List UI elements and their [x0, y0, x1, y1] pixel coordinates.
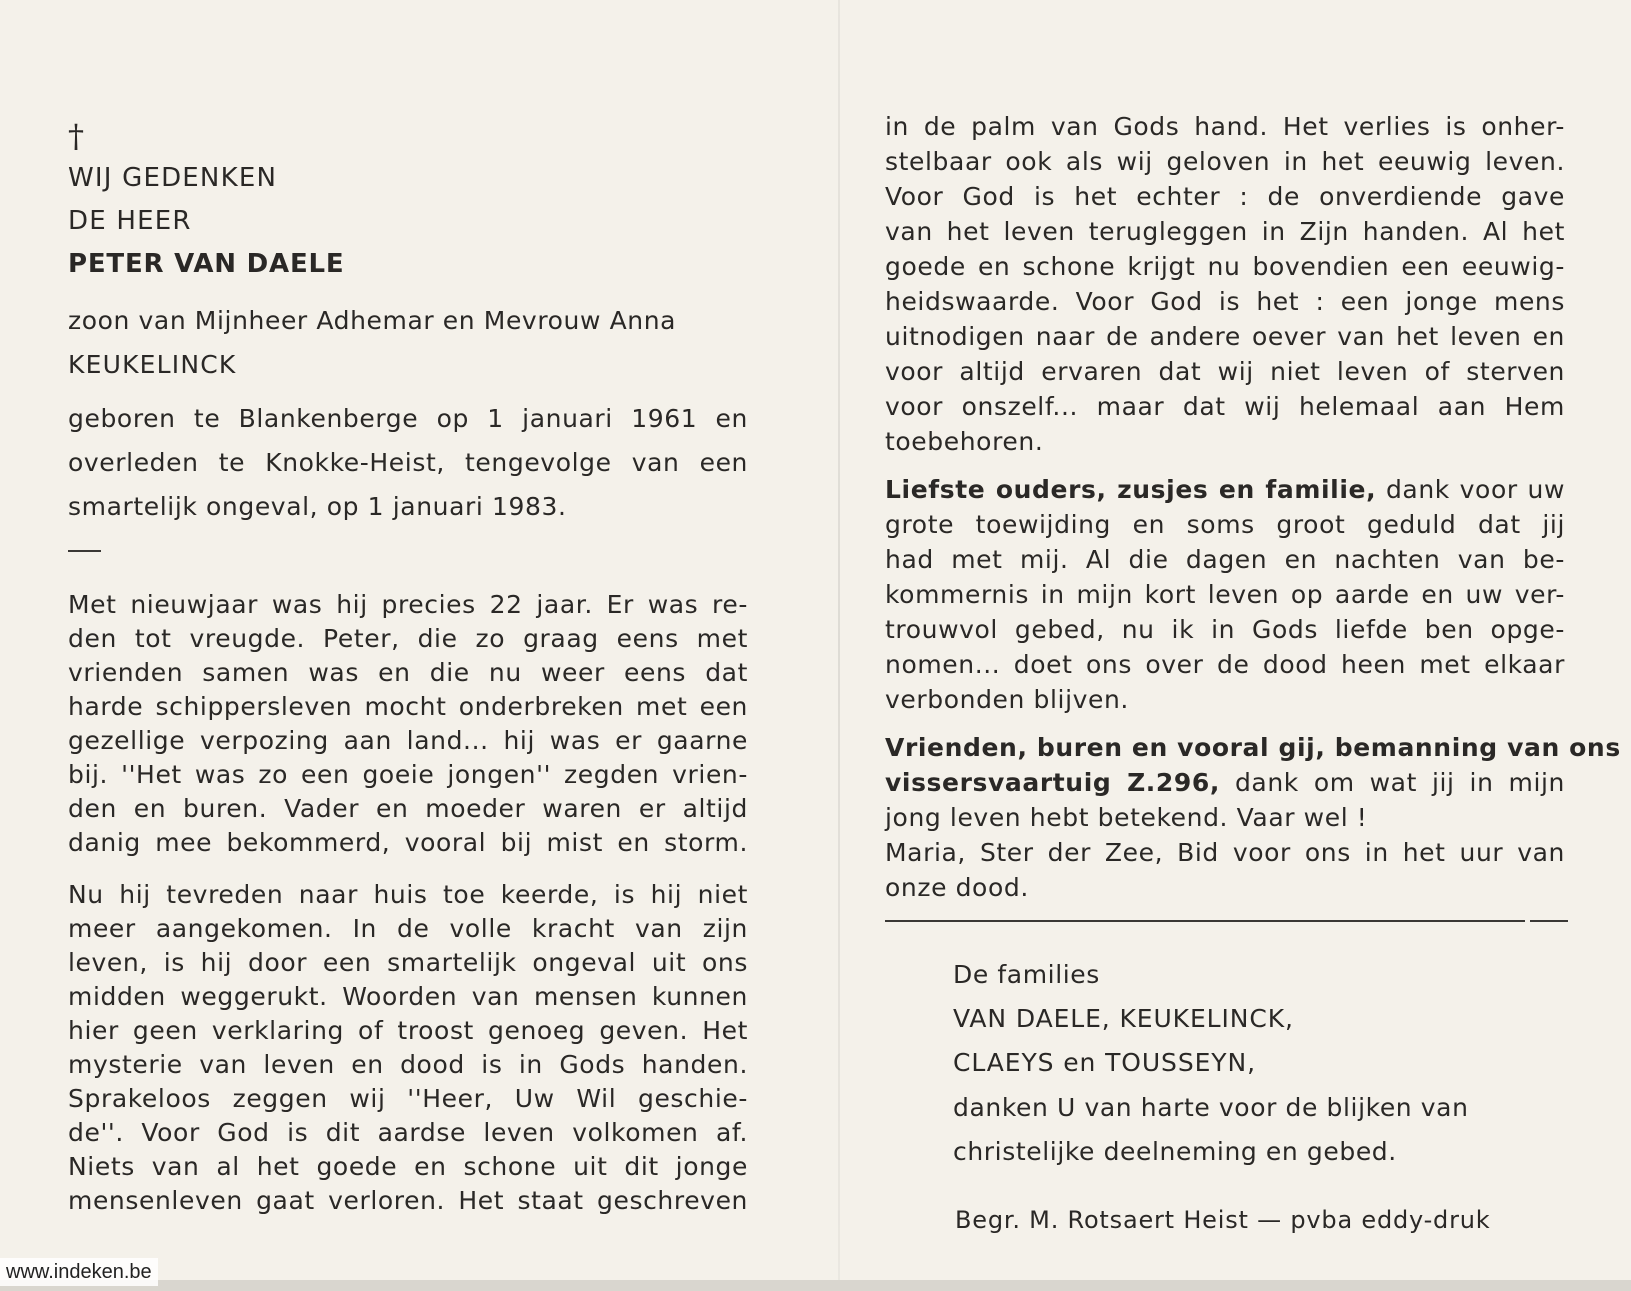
- body-line: bij. ''Het was zo een goeie jongen'' zegden vrien-: [68, 760, 748, 789]
- body-line: kommernis in mijn kort leven op aarde en uw ver-: [885, 580, 1565, 609]
- body-line: den tot vreugde. Peter, die zo graag eens met: [68, 624, 748, 653]
- body-line: vrienden samen was en die nu weer eens dat: [68, 658, 748, 687]
- body-line: jong leven hebt betekend. Vaar wel !: [885, 803, 1368, 832]
- families-intro: De families: [953, 960, 1100, 989]
- card-fold: [838, 0, 840, 1280]
- body-line: in de palm van Gods hand. Het verlies is onher-: [885, 112, 1565, 141]
- body-line: Voor God is het echter : de onverdiende gave: [885, 182, 1565, 211]
- body-line: danig mee bekommerd, vooral bij mist en storm.: [68, 828, 748, 857]
- body-line-family-thanks: [885, 475, 1565, 505]
- body-line: nomen... doet ons over de dood heen met elkaar: [885, 650, 1565, 679]
- separator-dash: [68, 550, 101, 552]
- body-line: mysterie van leven en dood is in Gods handen.: [68, 1050, 748, 1079]
- body-line: leven, is hij door een smartelijk ongeval uit ons: [68, 948, 748, 977]
- prayer-line: onze dood.: [885, 873, 1029, 902]
- body-text: dank om wat jij in mijn: [1220, 768, 1565, 797]
- body-line: Niets van al het goede en schone uit dit jonge: [68, 1152, 748, 1181]
- body-line: den en buren. Vader en moeder waren er altijd: [68, 794, 748, 823]
- body-line: had met mij. Al die dagen en nachten van be-: [885, 545, 1565, 574]
- deceased-name: PETER VAN DAELE: [68, 249, 345, 279]
- body-line: heidswaarde. Voor God is het : een jonge mens: [885, 287, 1565, 316]
- printer-credit: Begr. M. Rotsaert Heist — pvba eddy-druk: [955, 1206, 1491, 1234]
- body-line: gezellige verpozing aan land... hij was er gaarne: [68, 726, 748, 755]
- family-names-2: CLAEYS en TOUSSEYN,: [953, 1048, 1256, 1077]
- body-line: verbonden blijven.: [885, 685, 1129, 714]
- body-line: Sprakeloos zeggen wij ''Heer, Uw Wil geschie-: [68, 1084, 748, 1113]
- vessel-name: vissersvaartuig Z.296,: [885, 768, 1220, 797]
- body-line: harde schippersleven mocht onderbreken met een: [68, 692, 748, 721]
- body-line: meer aangekomen. In de volle kracht van zijn: [68, 914, 748, 943]
- body-line: van het leven terugleggen in Zijn handen. Al het: [885, 217, 1565, 246]
- body-line: Met nieuwjaar was hij precies 22 jaar. Er was re-: [68, 590, 748, 619]
- family-names-1: VAN DAELE, KEUKELINCK,: [953, 1004, 1294, 1033]
- separator-rule-end: [1530, 920, 1568, 922]
- friends-address: Vrienden, buren en vooral gij, bemanning van ons: [885, 733, 1621, 762]
- parents-line-2: KEUKELINCK: [68, 350, 237, 379]
- body-line: stelbaar ook als wij geloven in het eeuwig leven.: [885, 147, 1565, 176]
- body-text: dank voor uw: [1376, 475, 1565, 504]
- separator-rule: [885, 920, 1525, 922]
- family-address: Liefste ouders, zusjes en familie,: [885, 475, 1377, 504]
- body-line: Nu hij tevreden naar huis toe keerde, is hij niet: [68, 880, 748, 909]
- cross-icon: †: [68, 117, 84, 155]
- body-line: trouwvol gebed, nu ik in Gods liefde ben opge-: [885, 615, 1565, 644]
- body-line: midden weggerukt. Woorden van mensen kunnen: [68, 982, 748, 1011]
- birth-line: smartelijk ongeval, op 1 januari 1983.: [68, 492, 567, 521]
- parents-line-1: zoon van Mijnheer Adhemar en Mevrouw Anna: [68, 306, 677, 335]
- thanks-line: christelijke deelneming en gebed.: [953, 1137, 1397, 1166]
- birth-line: overleden te Knokke-Heist, tengevolge van een: [68, 448, 748, 477]
- body-line: hier geen verklaring of troost genoeg geven. Het: [68, 1016, 748, 1045]
- thanks-line: danken U van harte voor de blijken van: [953, 1093, 1469, 1122]
- body-line: goede en schone krijgt nu bovendien een eeuwig-: [885, 252, 1565, 281]
- body-line: de''. Voor God is dit aardse leven volkomen af.: [68, 1118, 748, 1147]
- body-line: grote toewijding en soms groot geduld dat jij: [885, 510, 1565, 539]
- body-line: uitnodigen naar de andere oever van het leven en: [885, 322, 1565, 351]
- body-line-vessel: [885, 768, 1565, 798]
- prayer-line: Maria, Ster der Zee, Bid voor ons in het uur van: [885, 838, 1565, 867]
- heading-wij-gedenken: WIJ GEDENKEN: [68, 163, 278, 193]
- site-watermark: www.indeken.be: [0, 1258, 158, 1286]
- body-line: voor onszelf... maar dat wij helemaal aan Hem: [885, 392, 1565, 421]
- body-line: toebehoren.: [885, 427, 1044, 456]
- birth-line: geboren te Blankenberge op 1 januari 1961 en: [68, 404, 748, 433]
- heading-de-heer: DE HEER: [68, 206, 192, 236]
- body-line: mensenleven gaat verloren. Het staat geschreven: [68, 1186, 748, 1215]
- body-line: voor altijd ervaren dat wij niet leven of sterven: [885, 357, 1565, 386]
